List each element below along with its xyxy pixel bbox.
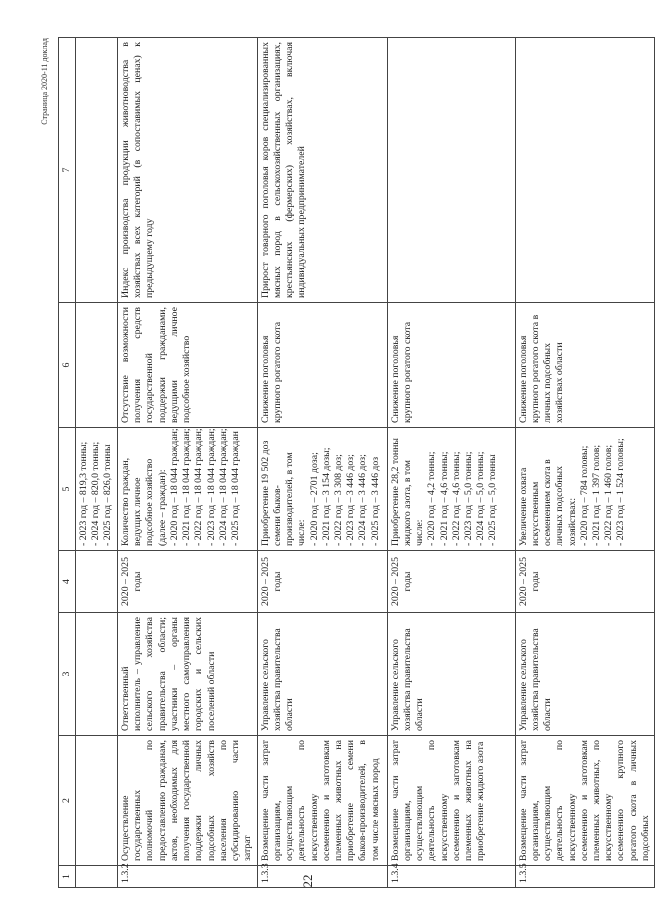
executor-cell: Ответственный исполнитель – управление сельского хозяйства правительства области; участники – органы местного самоуправления городских и сельских поселений области [118,613,258,736]
indicator-line: - 2023 год – 819,3 тонны; [78,441,89,546]
indicator-line: - 2022 год – 3 308 доз; [332,454,344,546]
program-measures-table [58,37,655,888]
header-cell: 3 [59,613,76,736]
measure-cell: Осуществление государственных полномочий по предоставлению гражданам, актов, необходимых для получения государственной поддержки личных подсобных хозяйств населения по субсидированию части затрат [118,736,258,866]
row-number [76,866,118,888]
indicator-line: - 2020 год – 784 головы; [578,445,590,546]
indicator-cell [76,428,118,551]
term-cell: 2020 – 2025 годы [515,551,655,613]
indicator-cell [257,428,387,551]
header-cell: 2 [59,736,76,866]
row-number: 1.3.4 [387,866,515,888]
header-cell: 7 [59,38,76,303]
indicator-line: - 2022 год – 18 044 граждан; [193,428,205,546]
indicator-line: Количество граждан, ведущих личное подсобное хозяйство (далее – граждан): [120,457,168,546]
indicator-line: - 2021 год – 18 044 граждан; [181,428,193,546]
row-number: 1.3.2 [118,866,258,888]
results-cell [76,38,118,303]
indicator-line: Приобретение 19 502 доз семени быков-производителей, в том числе: [259,440,308,546]
indicator-line: Приобретение 28,2 тонны жидкого азота, в том числе: [389,438,426,546]
term-cell: 2020 – 2025 годы [387,551,515,613]
header-row [59,38,76,888]
results-cell [515,38,655,303]
header-cell: 1 [59,866,76,888]
measure-cell: Возмещение части затрат организациям, осуществляющим деятельность по искусственному осеменению и заготовкам племенных животных на приобретение жидкого азота [387,736,515,866]
indicator-line: - 2020 год – 4,2 тонны; [426,451,438,546]
risks-cell: Снижение поголовья крупного рогатого скота в личных подсобных хозяйствах области [515,303,655,428]
term-cell: 2020 – 2025 годы [257,551,387,613]
indicator-line: - 2023 год – 5,0 тонны; [462,451,474,546]
side-note: Страница 2020-11 доклад [40,38,49,125]
indicator-cell [387,428,515,551]
indicator-line: - 2022 год – 4,6 тонны; [450,451,462,546]
table-row [257,38,387,888]
indicator-line: - 2025 год – 18 044 граждан [230,431,242,546]
header-cell: 6 [59,303,76,428]
executor-cell: Управление сельского хозяйства правительства области [515,613,655,736]
page-number: 22 [300,874,315,888]
header-cell: 4 [59,551,76,613]
results-cell [387,38,515,303]
indicator-line: - 2021 год – 4,6 тонны; [438,451,450,546]
indicator-line: - 2020 год – 18 044 граждан; [168,428,180,546]
indicator-line: - 2020 год – 2701 доза; [308,452,320,546]
indicator-line: - 2024 год – 18 044 граждан; [217,428,229,546]
results-cell: Прирост товарного поголовья коров специализированных мясных пород в сельскохозяйственных организациях, крестьянских (фермерских) хозяйствах, включая индивидуальных предпринимателей [257,38,387,303]
measure-cell: Возмещение части затрат организациям, осуществляющим деятельность по искусственному осеменению и заготовкам племенных животных, по искусственному осеменению крупного рогатого скота в личных подсобных [515,736,655,866]
risks-cell: Снижение поголовья крупного рогатого скота [387,303,515,428]
header-cell: 5 [59,428,76,551]
indicator-line: - 2021 год – 1 397 голов; [590,444,602,546]
indicator-line: - 2025 год – 5,0 тонны [487,454,499,546]
indicator-cell [515,428,655,551]
indicator-cell [118,428,258,551]
indicator-line: - 2024 год – 820,0 тонны; [90,441,102,546]
indicator-line: - 2022 год – 1 460 голов; [603,444,615,546]
risks-cell: Отсутствие возможности получения средств государственной поддержки гражданами, ведущими личное подсобное хозяйство [118,303,258,428]
indicator-line: Увеличение охвата искусственным осеменением скота в личных подсобных хозяйствах: [517,459,578,546]
table-row [387,38,515,888]
measure-cell: Возмещение части затрат организациям, осуществляющим деятельность по искусственному осеменению и заготовкам племенных животных на приобретение семени быков-производителей, в том числе мясных пород [257,736,387,866]
table-row [76,38,118,888]
term-cell [76,551,118,613]
row-number: 1.3.5 [515,866,655,888]
indicator-line: - 2024 год – 3 446 доз; [357,454,369,546]
measure-cell [76,736,118,866]
indicator-line: - 2023 год – 1 524 головы; [615,438,627,546]
executor-cell [76,613,118,736]
table-row [515,38,655,888]
indicator-line: - 2025 год – 3 446 доз [369,456,381,546]
rotated-page [40,38,651,888]
indicator-line: - 2023 год – 18 044 граждан; [205,428,217,546]
executor-cell: Управление сельского хозяйства правительства области [387,613,515,736]
results-cell: Индекс производства продукции животноводства в хозяйствах всех категорий (в сопоставимых ценах) к предыдущему году [118,38,258,303]
risks-cell [76,303,118,428]
indicator-line: - 2024 год – 5,0 тонны; [475,451,487,546]
executor-cell: Управление сельского хозяйства правительства области [257,613,387,736]
indicator-line: - 2021 год – 3 154 дозы; [320,447,332,546]
risks-cell: Снижение поголовья крупного рогатого скота [257,303,387,428]
term-cell: 2020 – 2025 годы [118,551,258,613]
indicator-line: - 2023 год – 3 446 доз; [345,454,357,546]
indicator-line: - 2025 год – 826,0 тонны [102,444,114,546]
table-row [118,38,258,888]
row-number: 1.3.3 [257,866,387,888]
